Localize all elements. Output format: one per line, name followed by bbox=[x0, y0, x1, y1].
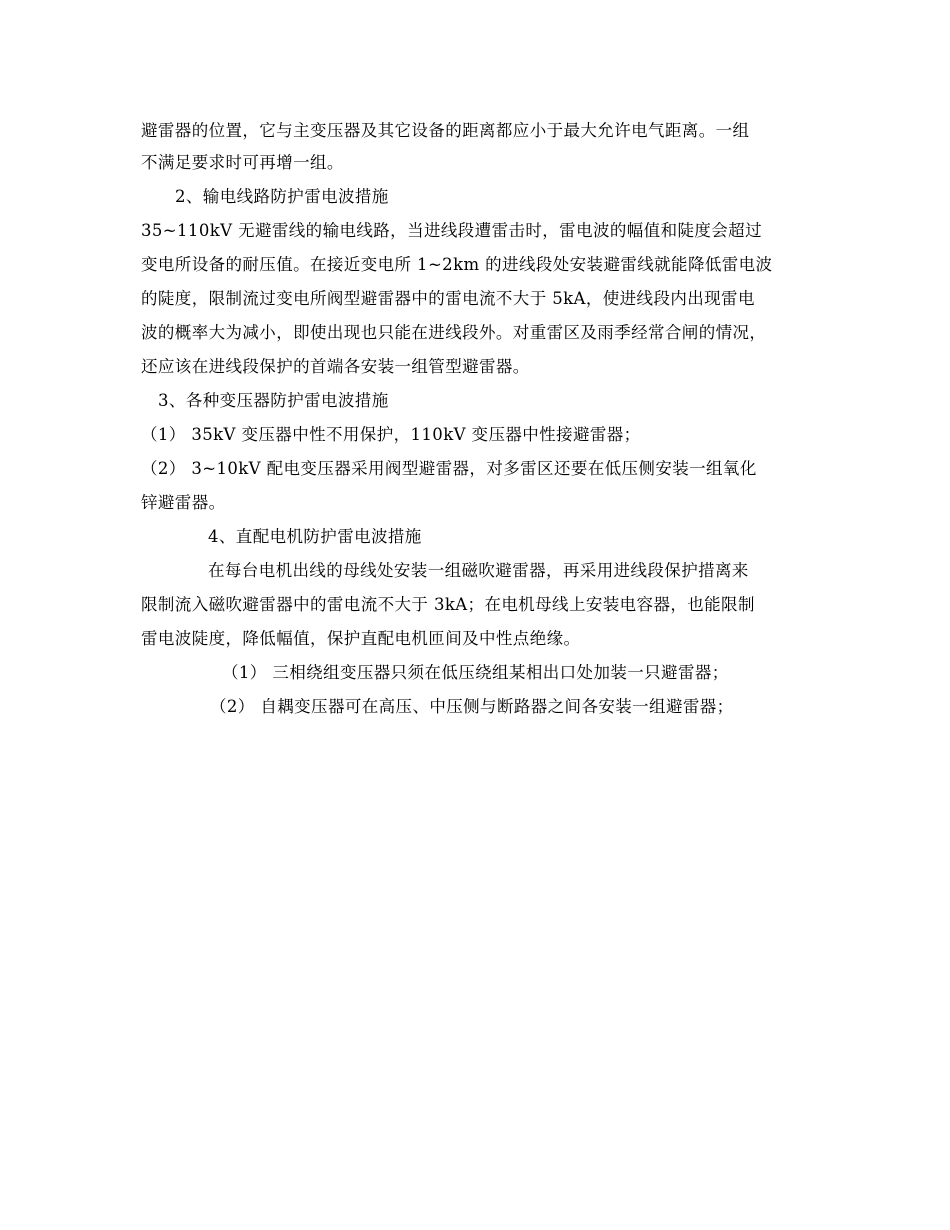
text-line: 锌避雷器。 bbox=[141, 493, 226, 512]
list-item: （2） 3~10kV 配电变压器采用阀型避雷器，对多雷区还要在低压侧安装一组氧化 bbox=[141, 459, 757, 478]
text-line: 在每台电机出线的母线处安装一组磁吹避雷器，再采用进线段保护措离来 bbox=[208, 561, 749, 580]
text-line: 的陡度，限制流过变电所阀型避雷器中的雷电流不大于 5kA，使进线段内出现雷电 bbox=[141, 289, 755, 308]
text-line: 变电所设备的耐压值。在接近变电所 1~2km 的进线段处安装避雷线就能降低雷电波 bbox=[141, 255, 773, 274]
text-line: 还应该在进线段保护的首端各安装一组管型避雷器。 bbox=[141, 357, 530, 376]
text-line: 不满足要求时可再增一组。 bbox=[141, 153, 344, 172]
text-line: 限制流入磁吹避雷器中的雷电流不大于 3kA；在电机母线上安装电容器，也能限制 bbox=[141, 595, 755, 614]
section-heading: 2、输电线路防护雷电波措施 bbox=[175, 187, 389, 206]
text-line: 避雷器的位置，它与主变压器及其它设备的距离都应小于最大允许电气距离。一组 bbox=[141, 121, 750, 140]
text-line: 波的概率大为减小，即使出现也只能在进线段外。对重雷区及雨季经常合闸的情况， bbox=[141, 323, 767, 342]
list-item: （2） 自耦变压器可在高压、中压侧与断路器之间各安装一组避雷器； bbox=[210, 697, 734, 716]
list-item: （1） 三相绕组变压器只须在低压绕组某相出口处加装一只避雷器； bbox=[222, 663, 729, 682]
text-line: 35~110kV 无避雷线的输电线路，当进线段遭雷击时，雷电波的幅值和陡度会超过 bbox=[141, 221, 762, 240]
text-line: 雷电波陡度，降低幅值，保护直配电机匝间及中性点绝缘。 bbox=[141, 629, 581, 648]
section-heading: 3、各种变压器防护雷电波措施 bbox=[158, 391, 389, 410]
list-item: （1） 35kV 变压器中性不用保护，110kV 变压器中性接避雷器； bbox=[141, 425, 641, 444]
section-heading: 4、直配电机防护雷电波措施 bbox=[208, 527, 422, 546]
